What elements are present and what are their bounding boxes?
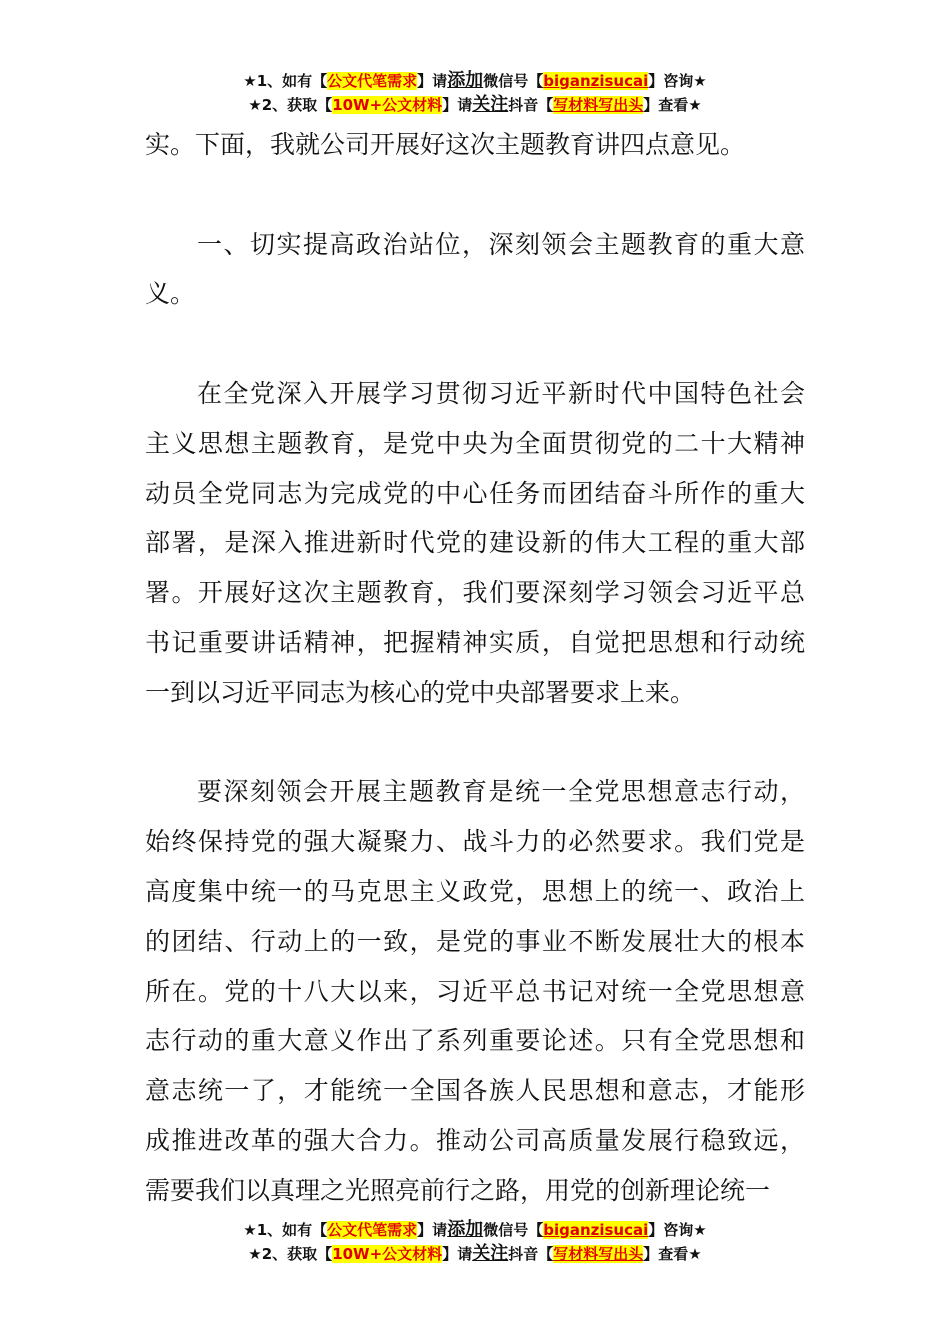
promo-line-1: ★1、如有【公文代笔需求】请添加微信号【biganzisucai】咨询★ [243, 70, 707, 91]
section-heading [145, 220, 805, 320]
promo-banner-bottom [0, 1218, 950, 1266]
text-line: 成推进改革的强大合力。推动公司高质量发展行稳致远， [145, 1125, 805, 1155]
promo-line-2: ★2、获取【10W+公文材料】请关注抖音【写材料写出头】查看★ [248, 94, 702, 115]
highlight-text: 公文代笔需求 [327, 1221, 418, 1239]
douyin-account: 写材料写出头 [553, 1245, 644, 1263]
promo-line-2: ★2、获取【10W+公文材料】请关注抖音【写材料写出头】查看★ [248, 1243, 702, 1264]
promo-banner-top [0, 69, 950, 117]
wechat-id: biganzisucai [543, 72, 649, 90]
text-line: 部署，是深入推进新时代党的建设新的伟大工程的重大部 [145, 528, 805, 558]
paragraph [145, 369, 805, 718]
highlight-text: 10W+公文材料 [332, 96, 443, 114]
text-line: 一、切实提高政治站位，深刻领会主题教育的重大意 [197, 229, 805, 259]
text-line: 在全党深入开展学习贯彻习近平新时代中国特色社会 [197, 378, 805, 408]
text-line: 高度集中统一的马克思主义政党，思想上的统一、政治上 [145, 876, 805, 906]
document-body [145, 120, 805, 1216]
text-line: 实。下面，我就公司开展好这次主题教育讲四点意见。 [145, 130, 746, 159]
text-line: 书记重要讲话精神，把握精神实质，自觉把思想和行动统 [145, 627, 805, 657]
text-line: 所在。党的十八大以来，习近平总书记对统一全党思想意 [145, 976, 805, 1006]
text-line: 要深刻领会开展主题教育是统一全党思想意志行动， [197, 777, 805, 807]
text-line: 志行动的重大意义作出了系列重要论述。只有全党思想和 [145, 1026, 805, 1056]
paragraph [145, 120, 805, 170]
text-line: 署。开展好这次主题教育，我们要深刻学习领会习近平总 [145, 578, 805, 608]
text-line: 的团结、行动上的一致，是党的事业不断发展壮大的根本 [145, 926, 805, 956]
paragraph-gap [145, 718, 805, 768]
douyin-account: 写材料写出头 [553, 96, 644, 114]
text-line: 始终保持党的强大凝聚力、战斗力的必然要求。我们党是 [145, 827, 805, 857]
paragraph-gap [145, 170, 805, 220]
promo-line-1: ★1、如有【公文代笔需求】请添加微信号【biganzisucai】咨询★ [243, 1219, 707, 1240]
paragraph-gap [145, 319, 805, 369]
text-line: 意志统一了，才能统一全国各族人民思想和意志，才能形 [145, 1076, 805, 1106]
paragraph [145, 767, 805, 1215]
wechat-id: biganzisucai [543, 1221, 649, 1239]
text-line: 义。 [145, 279, 196, 309]
highlight-text: 10W+公文材料 [332, 1245, 443, 1263]
text-line: 动员全党同志为完成党的中心任务而团结奋斗所作的重大 [145, 478, 805, 508]
text-line: 一到以习近平同志为核心的党中央部署要求上来。 [145, 677, 696, 707]
text-line: 主义思想主题教育，是党中央为全面贯彻党的二十大精神 [145, 428, 805, 458]
highlight-text: 公文代笔需求 [327, 72, 418, 90]
text-line: 需要我们以真理之光照亮前行之路，用党的创新理论统一 [145, 1175, 771, 1205]
